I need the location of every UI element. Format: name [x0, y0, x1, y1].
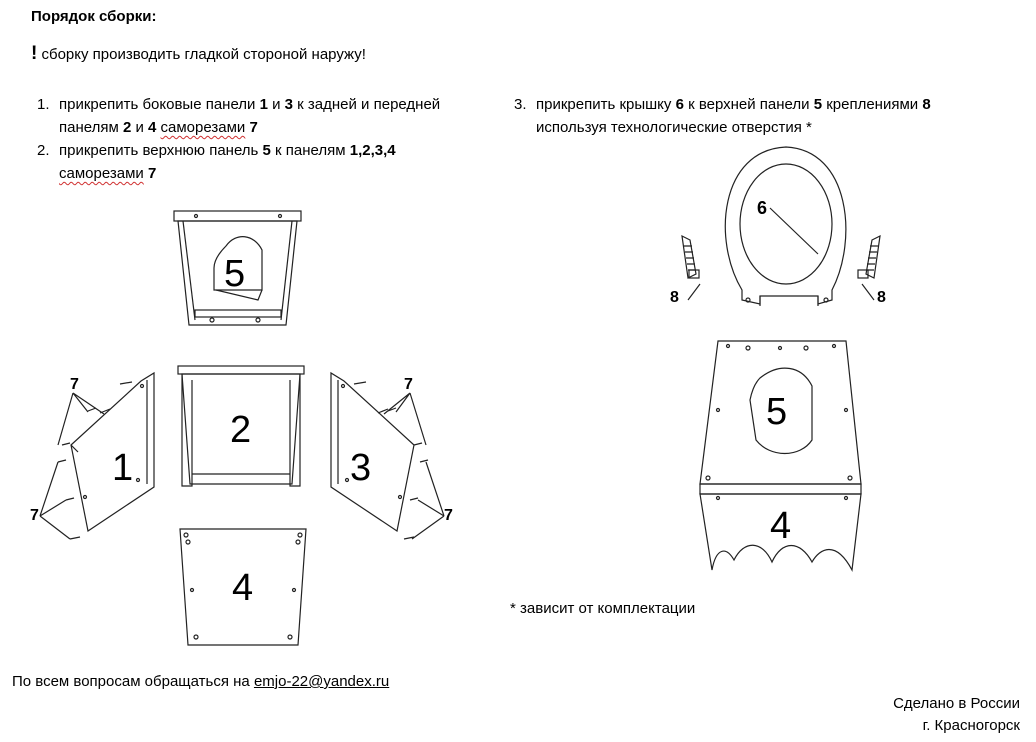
step-bold: 3 [284, 96, 294, 113]
step-number: 1. [37, 96, 50, 113]
assembled-box [700, 341, 861, 570]
lid-label-6: 6 [757, 198, 768, 218]
step-bold: 8 [922, 96, 931, 113]
screw-callout-7: 7 [70, 376, 79, 393]
made-in [893, 693, 1020, 737]
bolt-label-8: 8 [670, 289, 679, 306]
step-bold: 5 [813, 96, 823, 113]
step-bold: 7 [147, 165, 157, 182]
step-underlined: саморезами [160, 119, 246, 136]
step-number: 2. [37, 142, 50, 159]
made-in-country: Сделано в России [893, 695, 1020, 712]
panel-3-right [331, 373, 453, 539]
step-text: используя технологические отверстия * [536, 119, 812, 136]
step-text: к верхней панели [683, 96, 814, 113]
step-bold: 1 [259, 96, 268, 113]
panel-1-left [30, 373, 154, 539]
panel-2-back [178, 366, 304, 486]
warning-mark: ! [31, 43, 38, 64]
contact-line [12, 673, 389, 690]
step-bold: 4 [148, 119, 157, 136]
step-bold: 2 [122, 119, 132, 136]
step-bold: 1,2,3,4 [349, 142, 396, 159]
screw-callout-7: 7 [404, 376, 413, 393]
email-link[interactable]: emjo-22@yandex.ru [253, 673, 390, 690]
step-text: прикрепить боковые панели [59, 96, 260, 113]
panel-4-front [180, 529, 306, 645]
step-text: креплениями [822, 96, 923, 113]
step-text: к задней и передней панелям [59, 96, 441, 136]
screw-callout-7: 7 [444, 507, 453, 524]
step-text: и [131, 119, 149, 136]
panel-5-top [174, 211, 301, 325]
panel-label-2: 2 [230, 409, 252, 451]
made-in-city: г. Красногорск [922, 717, 1020, 734]
step-text: прикрепить крышку [536, 96, 676, 113]
panel-label-5: 5 [224, 253, 246, 295]
bolt-label-8: 8 [877, 289, 886, 306]
step-underlined: саморезами [59, 165, 144, 182]
step-text: и [267, 96, 285, 113]
bolt-right [858, 236, 886, 306]
step-number: 3. [514, 96, 527, 113]
assembled-label-4: 4 [770, 505, 792, 547]
contact-prefix: По всем вопросам обращаться на [12, 673, 254, 690]
step-bold: 7 [249, 119, 258, 136]
step-bold: 6 [675, 96, 684, 113]
step-text: к панелям [270, 142, 350, 159]
step-text: прикрепить верхнюю панель [59, 142, 263, 159]
screw-callout-7: 7 [30, 507, 39, 524]
step-bold: 5 [262, 142, 271, 159]
assembled-label-5: 5 [766, 391, 788, 433]
panel-label-4: 4 [232, 567, 254, 609]
bolt-left [670, 236, 700, 306]
lid-6 [725, 147, 846, 306]
panel-label-3: 3 [350, 447, 372, 489]
footnote: * зависит от комплектации [510, 600, 696, 617]
page-title: Порядок сборки: [31, 8, 157, 25]
panel-label-1: 1 [112, 447, 134, 489]
warning-text: сборку производить гладкой стороной наружу! [37, 46, 366, 63]
